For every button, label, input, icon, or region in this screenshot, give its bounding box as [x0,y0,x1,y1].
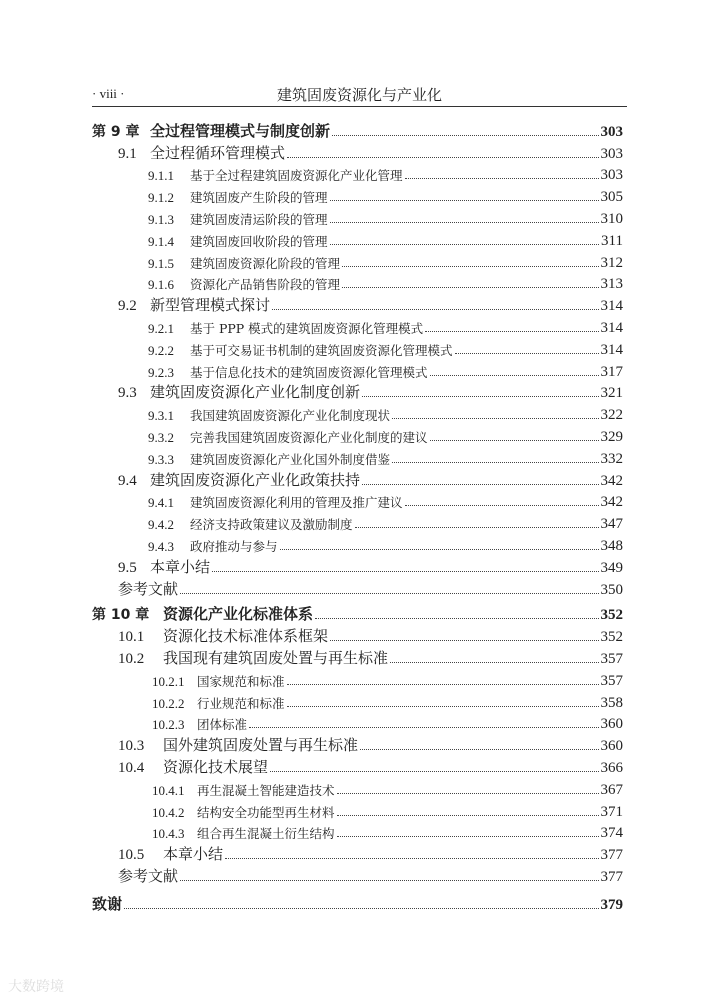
entry-number: 9.5 [118,559,137,576]
toc-section[interactable] [92,555,623,577]
entry-page: 332 [600,450,623,467]
dot-leader [337,836,599,837]
toc-subsection[interactable] [92,359,623,381]
entry-page: 352 [600,607,623,624]
entry-page: 303 [600,123,623,140]
toc-subsection[interactable] [92,511,623,533]
entry-page: 360 [600,716,623,733]
entry-number: 10.4.2 [152,804,185,820]
dot-leader [330,244,600,245]
entry-number: 10.2 [118,650,145,667]
dot-leader [272,309,598,310]
entry-page: 379 [600,896,623,913]
entry-page: 329 [600,428,623,445]
entry-page: 358 [600,694,623,711]
entry-number: 9.3 [118,385,137,402]
watermark-logo: 大数跨境 [8,979,64,995]
entry-title: 资源化技术标准体系框架 [163,627,329,646]
entry-page: 314 [600,319,623,336]
entry-title: 我国建筑固废资源化产业化制度现状 [190,408,391,424]
entry-number: 10.2.1 [152,673,185,689]
toc-subsection[interactable] [92,337,623,359]
entry-number: 10.1 [118,629,145,646]
entry-number: 9.2.1 [148,320,174,336]
toc-section[interactable] [92,733,623,755]
dot-leader [355,527,599,528]
entry-number: 第 9 章 [92,123,140,140]
entry-page: 342 [600,494,623,511]
entry-page: 357 [600,650,623,667]
toc-subsection[interactable] [92,712,623,734]
entry-number: 9.4.1 [148,495,174,511]
dot-leader [337,815,599,816]
dot-leader [392,462,598,463]
dot-leader [332,135,598,136]
entry-number: 9.3.3 [148,451,174,467]
entry-page: 366 [600,759,623,776]
dot-leader [362,484,598,485]
entry-number: 9.1 [118,145,137,162]
toc-chapter[interactable] [92,603,623,625]
entry-title: 国外建筑固废处置与再生标准 [163,736,359,755]
entry-title: 团体标准 [197,717,248,733]
entry-title: 建筑固废清运阶段的管理 [190,211,328,227]
toc-chapter[interactable] [92,119,623,141]
entry-title: 新型管理模式探讨 [150,296,271,315]
entry-number: 10.3 [118,738,145,755]
entry-title: 我国现有建筑固废处置与再生标准 [163,648,389,667]
entry-number: 10.2.2 [152,695,185,711]
toc-subsection[interactable] [92,777,623,799]
entry-page: 342 [600,472,623,489]
dot-leader [455,353,599,354]
entry-title: 本章小结 [163,845,224,864]
toc-section[interactable] [92,381,623,403]
entry-title: 基于信息化技术的建筑固废资源化管理模式 [190,364,428,380]
book-title: 建筑固废资源化与产业化 [276,86,442,104]
dot-leader [405,178,599,179]
entry-number: 9.2.3 [148,364,174,380]
toc-subsection[interactable] [92,315,623,337]
toc-section[interactable] [92,141,623,163]
dot-leader [430,375,599,376]
dot-leader [180,593,598,594]
entry-number: 9.1.3 [148,211,174,227]
entry-title: 基于可交易证书机制的建筑固废资源化管理模式 [190,342,453,358]
entry-title: 参考文献 [118,866,179,885]
entry-page: 321 [600,385,623,402]
entry-title: 基于 PPP 模式的建筑固废资源化管理模式 [190,320,424,336]
entry-title: 完善我国建筑固废资源化产业化制度的建议 [190,429,428,445]
entry-page: 377 [600,847,623,864]
dot-leader [430,440,599,441]
toc-subsection[interactable] [92,206,623,228]
dot-leader [330,640,598,641]
entry-title: 建筑固废资源化利用的管理及推广建议 [190,495,403,511]
entry-page: 311 [601,232,623,249]
entry-title: 结构安全功能型再生材料 [197,804,335,820]
dot-leader [225,858,598,859]
entry-page: 347 [600,516,623,533]
entry-title: 建筑固废资源化产业化政策扶持 [150,470,361,489]
entry-page: 367 [600,781,623,798]
dot-leader [180,880,598,881]
toc-subsection[interactable] [92,163,623,185]
page-number: · viii · [92,86,125,101]
toc-section[interactable] [92,755,623,777]
dot-leader [390,662,598,663]
dot-leader [287,157,598,158]
entry-page: 357 [600,672,623,689]
entry-page: 317 [600,363,623,380]
entry-page: 314 [600,298,623,315]
entry-page: 310 [600,210,623,227]
entry-title: 基于全过程建筑固废资源化产业化管理 [190,168,403,184]
toc-section[interactable] [92,646,623,668]
entry-page: 349 [600,559,623,576]
dot-leader [342,266,598,267]
toc-subsection[interactable] [92,799,623,821]
entry-number: 9.3.1 [148,408,174,424]
toc-entry[interactable] [92,892,623,914]
dot-leader [315,618,598,619]
entry-page: 303 [600,167,623,184]
toc-subsection[interactable] [92,250,623,272]
dot-leader [270,771,598,772]
toc-subsection[interactable] [92,668,623,690]
entry-number: 10.4.3 [152,826,185,842]
entry-page: 314 [600,341,623,358]
toc-subsection[interactable] [92,446,623,468]
entry-title: 致谢 [92,894,123,913]
dot-leader [360,749,598,750]
toc-section[interactable] [92,624,623,646]
entry-title: 建筑固废资源化产业化制度创新 [150,383,361,402]
entry-page: 360 [600,738,623,755]
entry-number: 9.4.2 [148,517,174,533]
entry-page: 377 [600,868,623,885]
entry-page: 352 [600,629,623,646]
entry-page: 313 [600,276,623,293]
entry-title: 全过程循环管理模式 [150,143,286,162]
entry-title: 本章小结 [150,557,211,576]
entry-title: 全过程管理模式与制度创新 [150,121,331,140]
toc-entry[interactable] [92,864,623,886]
entry-number: 第 10 章 [92,607,150,624]
toc-subsection[interactable] [92,424,623,446]
entry-number: 10.2.3 [152,717,185,733]
entry-number: 9.1.2 [148,190,174,206]
entry-title: 政府推动与参与 [190,538,278,554]
entry-page: 322 [600,407,623,424]
dot-leader [280,549,599,550]
entry-title: 资源化产业化标准体系 [163,605,314,624]
dot-leader [212,571,598,572]
toc-subsection[interactable] [92,184,623,206]
entry-title: 再生混凝土智能建造技术 [197,782,335,798]
toc-section[interactable] [92,468,623,490]
dot-leader [287,684,599,685]
entry-title: 建筑固废回收阶段的管理 [190,233,328,249]
entry-number: 9.2 [118,298,137,315]
dot-leader [249,727,598,728]
entry-number: 9.1.4 [148,233,174,249]
toc-subsection[interactable] [92,402,623,424]
table-of-contents [92,119,623,914]
dot-leader [425,331,598,332]
entry-title: 经济支持政策建议及激励制度 [190,517,353,533]
entry-title: 建筑固废产生阶段的管理 [190,190,328,206]
entry-number: 9.1.1 [148,168,174,184]
entry-page: 305 [600,189,623,206]
running-header [92,84,627,107]
entry-title: 资源化技术展望 [163,757,269,776]
entry-page: 350 [600,581,623,598]
entry-page: 374 [600,825,623,842]
toc-section[interactable] [92,842,623,864]
entry-number: 9.1.5 [148,255,174,271]
entry-title: 行业规范和标准 [197,695,285,711]
entry-title: 组合再生混凝土衍生结构 [197,826,335,842]
entry-title: 资源化产品销售阶段的管理 [190,277,341,293]
entry-number: 9.1.6 [148,277,174,293]
toc-subsection[interactable] [92,821,623,843]
entry-page: 348 [600,537,623,554]
entry-number: 9.4.3 [148,538,174,554]
dot-leader [337,793,599,794]
toc-entry[interactable] [92,577,623,599]
entry-page: 312 [600,254,623,271]
toc-subsection[interactable] [92,533,623,555]
dot-leader [342,287,598,288]
dot-leader [405,505,599,506]
entry-number: 9.2.2 [148,342,174,358]
entry-title: 建筑固废资源化阶段的管理 [190,255,341,271]
entry-title: 参考文献 [118,579,179,598]
dot-leader [287,706,599,707]
dot-leader [392,418,598,419]
entry-title: 国家规范和标准 [197,673,285,689]
entry-number: 10.4 [118,759,145,776]
entry-title: 建筑固废资源化产业化国外制度借鉴 [190,451,391,467]
toc-subsection[interactable] [92,690,623,712]
dot-leader [124,908,598,909]
entry-number: 10.4.1 [152,782,185,798]
toc-subsection[interactable] [92,490,623,512]
toc-subsection[interactable] [92,228,623,250]
dot-leader [362,396,598,397]
dot-leader [330,200,599,201]
entry-page: 303 [600,145,623,162]
entry-number: 10.5 [118,847,145,864]
toc-section[interactable] [92,293,623,315]
entry-number: 9.3.2 [148,429,174,445]
entry-number: 9.4 [118,472,137,489]
toc-subsection[interactable] [92,272,623,294]
entry-page: 371 [600,803,623,820]
dot-leader [330,222,599,223]
